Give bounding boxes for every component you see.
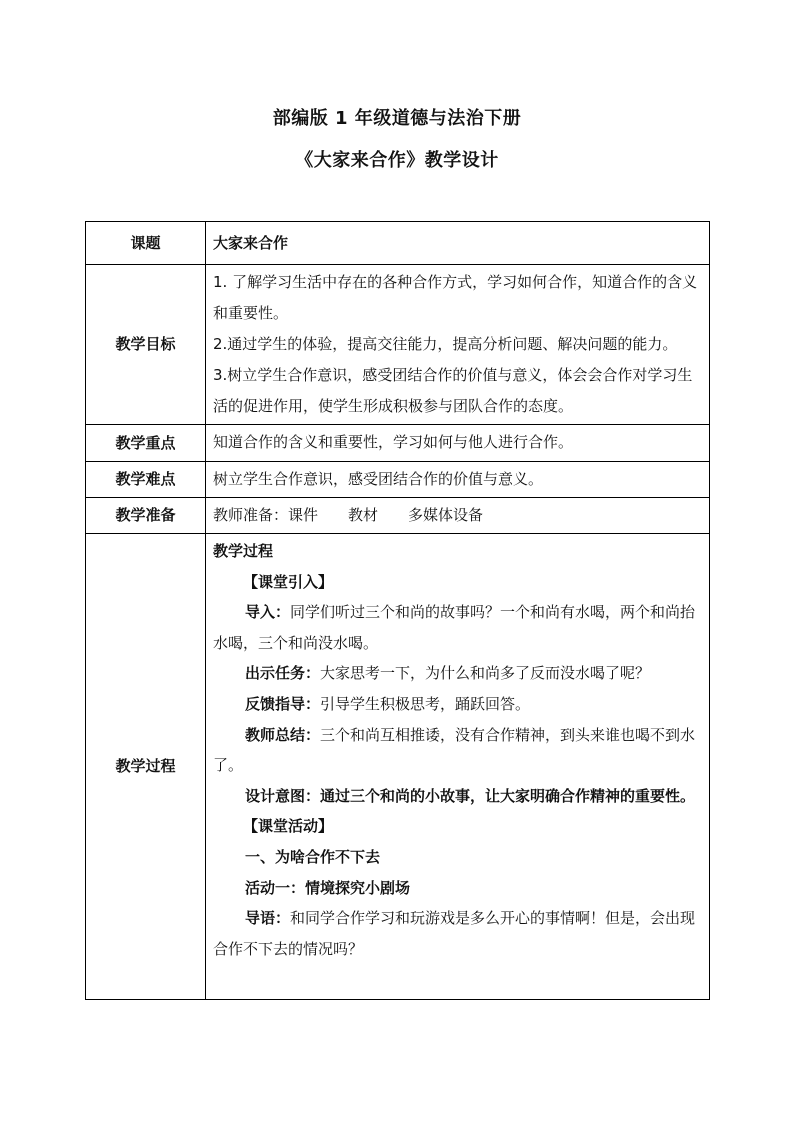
intro-text: 同学们听过三个和尚的故事吗？一个和尚有水喝，两个和尚抬水喝，三个和尚没水喝。 (213, 603, 696, 652)
row-process (86, 534, 710, 1000)
label-difficulties: 教学难点 (86, 462, 206, 498)
row-topic (86, 222, 710, 265)
feedback-label: 反馈指导： (245, 694, 321, 713)
document-title: 部编版 1 年级道德与法治下册 (272, 108, 522, 129)
row-key-points (86, 425, 710, 462)
goal-item-3: 3.树立学生合作意识，感受团结合作的价值与意义，体会会合作对学习生活的促进作用，使学生形成积极参与团队合作的态度。 (213, 366, 693, 415)
guide-paragraph (213, 903, 703, 964)
task-text: 大家思考一下，为什么和尚多了反而没水喝了呢？ (320, 664, 651, 683)
summary-label: 教师总结： (245, 725, 321, 744)
intro-section-title: 【课堂引入】 (243, 572, 334, 591)
value-preparation: 教师准备：课件 教材 多媒体设备 (206, 498, 710, 534)
row-goals (86, 265, 710, 425)
value-goals (206, 265, 710, 425)
design-intent: 设计意图：通过三个和尚的小故事，让大家明确合作精神的重要性。 (245, 786, 696, 805)
value-difficulties: 树立学生合作意识，感受团结合作的价值与意义。 (206, 462, 710, 498)
intro-paragraph (213, 597, 703, 658)
feedback-text: 引导学生积极思考，踊跃回答。 (320, 694, 531, 713)
label-preparation: 教学准备 (86, 498, 206, 534)
goal-item-1: 1. 了解学习生活中存在的各种合作方式，学习如何合作，知道合作的含义和重要性。 (213, 273, 698, 322)
guide-text: 和同学合作学习和玩游戏是多么开心的事情啊！但是，会出现合作不下去的情况吗？ (213, 909, 696, 958)
activity-one-heading: 活动一：情境探究小剧场 (245, 878, 411, 897)
part-one-heading: 一、为啥合作不下去 (245, 847, 381, 866)
guide-label: 导语： (245, 909, 291, 928)
label-goals: 教学目标 (86, 265, 206, 425)
summary-paragraph (213, 720, 703, 781)
label-key-points: 教学重点 (86, 425, 206, 462)
lesson-plan-table (85, 221, 710, 1000)
document-subtitle: 《大家来合作》教学设计 (295, 150, 499, 171)
label-topic: 课题 (86, 222, 206, 265)
row-preparation (86, 498, 710, 534)
process-heading: 教学过程 (213, 542, 274, 560)
label-process: 教学过程 (86, 534, 206, 1000)
intro-label: 导入： (245, 603, 291, 622)
value-topic: 大家来合作 (206, 222, 710, 265)
summary-text: 三个和尚互相推诿，没有合作精神，到头来谁也喝不到水了。 (213, 725, 696, 775)
task-paragraph (213, 658, 703, 689)
feedback-paragraph (213, 689, 703, 720)
value-process (206, 534, 710, 1000)
goal-item-2: 2.通过学生的体验，提高交往能力，提高分析问题、解决问题的能力。 (213, 335, 678, 353)
row-difficulties (86, 462, 710, 498)
task-label: 出示任务： (245, 664, 321, 683)
value-key-points: 知道合作的含义和重要性，学习如何与他人进行合作。 (206, 425, 710, 462)
activity-section-title: 【课堂活动】 (243, 817, 334, 836)
